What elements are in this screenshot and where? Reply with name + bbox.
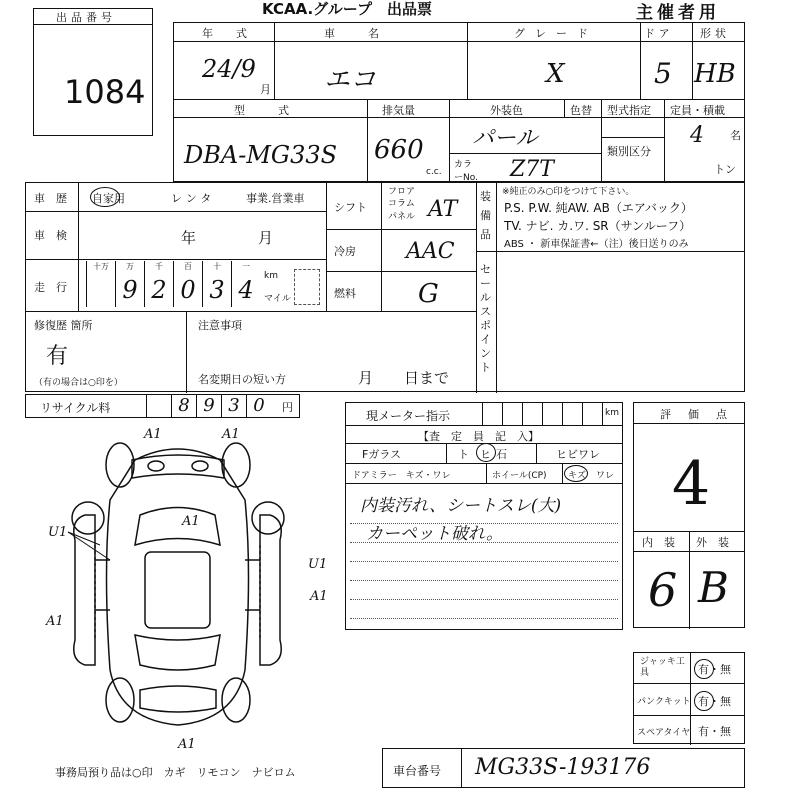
remark-rule (350, 580, 618, 581)
chassis-box (382, 748, 745, 788)
fuel-label: 燃料 (334, 287, 356, 300)
notes-label: 注意事項 (198, 319, 242, 332)
interior-value: 6 (648, 563, 678, 617)
exterior-value: パール (472, 126, 538, 151)
lot-number: 1084 (64, 73, 146, 111)
mileage-cell-digit: 3 (209, 276, 225, 304)
mark-u1-right: U1 (308, 557, 328, 572)
middle-block (25, 182, 745, 392)
color-change-label: 色替 (570, 104, 592, 117)
mileage-cell (231, 261, 260, 307)
puncture-circle (694, 691, 714, 711)
wheel-opt-1: キズ (568, 471, 586, 481)
mark-u1-left: U1 (48, 525, 68, 540)
mileage-cell (144, 261, 173, 307)
mark-a1-right: A1 (310, 589, 328, 604)
glass-circle (476, 443, 496, 462)
history-rental: レンタ (171, 192, 216, 205)
history-circle (90, 187, 120, 207)
puncture-value: 有・無 (698, 695, 731, 708)
mileage-cell (86, 261, 115, 307)
history-label: 車 歴 (34, 192, 67, 205)
wheel-opt-2: ワレ (596, 471, 615, 481)
recycle-digits (146, 395, 274, 417)
class-label: 類別区分 (607, 145, 651, 158)
repair-label: 修復歴 箇所 (34, 319, 93, 332)
inspection-month: 月 (258, 229, 274, 247)
history-business: 事業.営業車 (246, 192, 305, 205)
mileage-cell-header: 十 (213, 262, 221, 271)
puncture-label: パンクキット (637, 697, 691, 707)
repair-note: （有の場合は○印を） (34, 378, 123, 388)
year-value: 24/9 (202, 55, 256, 83)
recycle-box (25, 394, 300, 418)
mark-a1-front-left: A1 (144, 427, 162, 442)
office-note: 事務局預り品は○印 カギ リモコン ナビロム (55, 766, 296, 779)
repair-value: 有 (46, 344, 69, 369)
shift-floor: フロア (388, 187, 416, 197)
body-value: HB (694, 59, 736, 89)
mileage-cell-header: 一 (242, 262, 250, 271)
grade-label: グレード (514, 27, 598, 40)
jack-value: 有・無 (698, 663, 731, 676)
equipment-row2: TV. ナビ. カ.ワ. SR（サンルーフ） (504, 219, 692, 233)
car-damage-diagram (40, 420, 340, 760)
load-unit: トン (714, 163, 736, 176)
type-label: 型 式 (234, 104, 289, 117)
mirror-label: ドアミラー キズ・ワレ (352, 471, 451, 481)
jack-label: ジャッキ工具 (640, 657, 685, 678)
shift-label: シフト (334, 201, 367, 214)
ac-value: AAC (406, 239, 455, 264)
evaluation-box (633, 402, 745, 628)
shift-column: コラム (388, 199, 415, 209)
color-no-value: Z7T (510, 157, 554, 182)
mileage-cell-digit: 0 (180, 276, 196, 304)
remark-rule (350, 618, 618, 619)
meter-label: 現メーター指示 (366, 409, 451, 423)
mileage-cell-header: 千 (155, 262, 163, 271)
notes-day: 日まで (404, 369, 450, 387)
accessories-box (633, 652, 745, 744)
evaluation-label: 評 価 点 (660, 408, 730, 421)
notes-month: 月 (358, 369, 374, 387)
type-value: DBA-MG33S (184, 141, 338, 169)
mark-a1-left: A1 (46, 614, 64, 629)
recycle-digit-cell: 8 (171, 395, 196, 417)
glass-opt-1: ト (458, 448, 469, 461)
organizer-label: 主催者用 (636, 3, 720, 23)
exterior-value: B (698, 563, 729, 612)
mileage-cell-header: 百 (184, 262, 192, 271)
body-label: 形状 (700, 27, 730, 40)
recycle-unit: 円 (282, 401, 293, 414)
recycle-digit-cell: 0 (246, 395, 271, 417)
mileage-cell (173, 261, 202, 307)
fuel-value: G (418, 279, 439, 309)
inspector-label: 【査 定 員 記 入】 (418, 430, 539, 443)
grade-value: X (546, 59, 565, 89)
mileage-mile: マイル (264, 294, 291, 304)
mileage-digits (86, 261, 261, 307)
notes-short-label: 名変期日の短い方 (198, 373, 286, 386)
capacity-label: 定員・積載 (670, 104, 725, 117)
displacement-label: 排気量 (382, 104, 415, 117)
wheel-label: ホイール(CP) (492, 471, 547, 481)
jack-circle (694, 659, 714, 679)
glass-opt-3: 石 (496, 448, 507, 461)
mileage-km: km (264, 271, 278, 281)
year-label: 年 式 (202, 27, 253, 40)
mileage-cell (202, 261, 231, 307)
recycle-label: リサイクル料 (40, 401, 111, 415)
inspection-label: 車 検 (34, 229, 67, 242)
spare-label: スペアタイヤ (637, 728, 691, 738)
interior-label: 内 装 (642, 536, 675, 549)
glass-opt-2: ヒ (480, 448, 491, 461)
mileage-cell-header: 万 (126, 262, 134, 271)
mark-a1-roof: A1 (182, 514, 200, 529)
doors-label: ドア (644, 27, 674, 40)
displacement-unit: c.c. (426, 167, 442, 177)
capacity-unit: 名 (730, 129, 741, 142)
exterior-label: 外 装 (696, 536, 729, 549)
remark-rule (350, 599, 618, 600)
evaluation-score: 4 (672, 449, 711, 519)
model-value: エコ (324, 65, 377, 95)
mileage-cell (115, 261, 144, 307)
month-suffix: 月 (260, 83, 271, 96)
history-private: 自家用 (92, 192, 125, 205)
remark-rule (350, 542, 618, 543)
meter-box (345, 402, 623, 630)
recycle-digit-cell: 3 (221, 395, 246, 417)
doors-value: 5 (654, 57, 672, 90)
mileage-cell-digit: 2 (151, 276, 167, 304)
meter-unit: km (605, 408, 619, 418)
recycle-digit-cell (146, 395, 171, 417)
equipment-note: ※純正のみ○印をつけて下さい。 (502, 187, 635, 197)
model-label: 車 名 (324, 27, 379, 40)
chassis-value: MG33S-193176 (475, 755, 651, 780)
shift-value: AT (428, 197, 458, 222)
color-no-label: カラーNo. (454, 160, 478, 183)
wheel-circle (564, 465, 588, 482)
displacement-value: 660 (374, 135, 424, 165)
capacity-value: 4 (690, 123, 704, 148)
glass-label: Fガラス (362, 448, 401, 461)
remark-lines (346, 513, 622, 629)
equipment-row3: ABS ・ 新車保証書←（注）後日送りのみ (504, 239, 689, 250)
remark-1: 内装汚れ、シートスレ(大) (360, 496, 562, 516)
exterior-label: 外装色 (490, 104, 523, 117)
mileage-cell-digit: 4 (238, 276, 254, 304)
shift-panel: パネル (388, 212, 416, 222)
lot-box (33, 8, 153, 136)
inspection-year: 年 (181, 229, 197, 247)
type-cert-label: 型式指定 (607, 104, 651, 117)
mark-a1-front-right: A1 (222, 427, 240, 442)
equipment-row1: P.S. P.W. 純AW. AB（エアバック） (504, 201, 693, 215)
equipment-label: 装備品 (480, 190, 491, 241)
recycle-digit-cell: 9 (196, 395, 221, 417)
glass-opt-4: ヒビワレ (556, 448, 600, 461)
vehicle-table (173, 22, 745, 182)
group-title: KCAA.グループ 出品票 (262, 0, 432, 18)
remark-rule (350, 523, 618, 524)
mileage-cell-header: 十万 (93, 262, 109, 271)
chassis-label: 車台番号 (393, 764, 442, 778)
mileage-label: 走 行 (34, 281, 67, 294)
remark-rule (350, 561, 618, 562)
mileage-extra-box (294, 269, 320, 305)
mark-a1-rear: A1 (178, 737, 196, 752)
remark-2: カーペット破れ。 (366, 524, 504, 544)
mileage-cell-digit: 9 (122, 276, 138, 304)
spare-value: 有・無 (698, 725, 731, 738)
lot-label: 出品番号 (56, 11, 116, 24)
selling-points-label: セールスポイント (480, 263, 491, 374)
ac-label: 冷房 (334, 245, 356, 258)
